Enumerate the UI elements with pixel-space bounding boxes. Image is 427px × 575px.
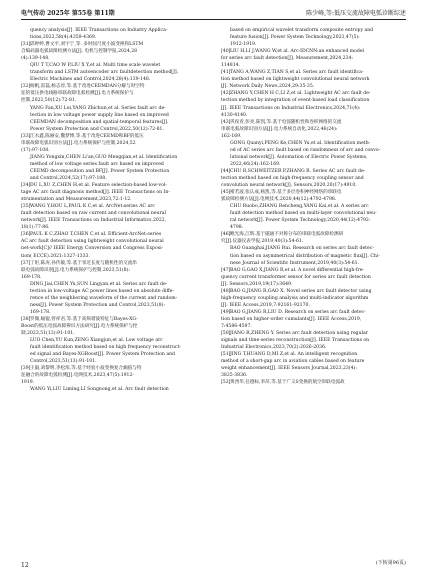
- reference-number: [32]: [21, 84, 31, 90]
- reference-line: tion( ECCE).2021:1327-1333.: [21, 253, 90, 259]
- reference-line: Electric Machines and Control,2024,28(4):139-148.: [30, 77, 151, 83]
- reference-line: DING Jiai,CHEN Yu,SUN Lingyan,et al. Series arc fault de-: [30, 281, 168, 287]
- running-header: [21, 8, 406, 19]
- reference-line: 4130-4140.: [221, 112, 248, 118]
- reference-line: 18(1):77-86.: [21, 225, 50, 231]
- reference-continuation: [21, 154, 207, 182]
- continued-note: (下转第96页): [375, 560, 406, 566]
- reference-number: [52]: [221, 380, 231, 386]
- reference-number: [43]: [221, 119, 231, 125]
- reference-line: quency analysis[J]. IEEE Transactions on Industry Applica-: [30, 28, 168, 33]
- reference-text: BAO G,JIANG R,GAO X. Novel series arc fault detector using: [230, 288, 372, 294]
- reference-line: tion based on higher-order cumulants[J]. IEEE Access,2019,: [221, 316, 362, 322]
- reference-continuation: [221, 140, 407, 168]
- reference-line: [21, 365, 207, 372]
- reference-number: [45]: [221, 190, 231, 196]
- reference-line: 169-178.: [30, 309, 51, 315]
- reference-entry: [21, 182, 207, 203]
- reference-line: net-work[C]// IEEE Energy Conversion and Congress Exposi-: [21, 246, 164, 252]
- reference-line: feature fusion[J]. Power System Technology,2023,47(5):: [230, 35, 360, 41]
- reference-entry: [221, 309, 407, 330]
- reference-line: ed signal and Bayes-XGBoost[J]. Power System Protection and: [30, 352, 175, 358]
- reference-line: transform and LSTM autoencoder arc faultdetection method[J].: [30, 70, 179, 76]
- reference-text: 褚若波,张认成,杨凯,等.基于多层卷积神经网络的串联电: [230, 190, 342, 196]
- reference-number: [50]: [221, 331, 231, 337]
- reference-continuation: [221, 245, 407, 266]
- reference-line: tection method by integration of event-based load classification: [221, 98, 370, 104]
- reference-line: 114814.: [221, 63, 240, 69]
- reference-line: method of a short-gap arc in aviation cables based on feature: [221, 359, 365, 365]
- reference-line: od of AC series arc fault based on randomness of arc and convo-: [230, 147, 381, 153]
- reference-entry: [221, 189, 407, 203]
- reference-line: Industrial Electronics,2023,70(2):2026-2036.: [221, 345, 327, 351]
- reference-line: [221, 288, 407, 295]
- reference-line: 自编码器电弧故障检测方法[J]. 电机与控制学报,2024,28: [21, 49, 138, 55]
- reference-entry: [21, 231, 207, 259]
- reference-entry: [21, 316, 207, 337]
- reference-text: CHU R,SCHWEITZER P,ZHANG R. Series AC arc fault de-: [230, 168, 366, 174]
- reference-line: CEEMD decomposition and BF[J]. Power System Protection: [30, 168, 170, 174]
- reference-text: BAO G,JIANG R,LIU D. Research on series arc fault detec-: [230, 309, 366, 315]
- reference-number: [46]: [221, 232, 231, 238]
- reference-entry: [21, 365, 207, 386]
- reference-line: [221, 267, 407, 274]
- reference-line: 7:4586-4597.: [221, 323, 252, 329]
- reference-entry: [21, 133, 207, 154]
- reference-line: (17):97-108.: [21, 147, 50, 153]
- reference-entry: [221, 351, 407, 379]
- reference-line: tion method based on lightweight convolutional neural network: [221, 77, 370, 83]
- reference-text: 鲍光海,江辉.基于磁通不对称分布的串联电弧故障检测研: [230, 232, 344, 238]
- reference-line: tions,2022,58(4):4359-4369.: [30, 35, 97, 41]
- reference-line: YANG Fan,XU Lei,YANG Zhichun,et al. Series fault arc de-: [30, 105, 166, 111]
- reference-continuation: [21, 105, 207, 133]
- reference-number: [48]: [221, 288, 231, 294]
- reference-line: convolution neural network[J]. Sensors,2020,20(17):4910.: [221, 183, 357, 189]
- reference-text: LIU H,LI J,WANG W,et al. Arc-IDCNN:an enhanced model: [230, 49, 365, 55]
- reference-entry: [221, 330, 407, 351]
- reference-entry: [221, 168, 407, 189]
- reference-continuation: [221, 203, 407, 231]
- reference-line: [221, 330, 407, 337]
- reference-entry: [21, 203, 207, 231]
- reference-line: [J]. Network Daily News,2024,29:35-35.: [221, 84, 315, 90]
- reference-entry: [21, 83, 207, 104]
- reference-entry: [221, 119, 407, 140]
- reference-line: 1919.: [21, 380, 35, 386]
- reference-entry: [221, 48, 407, 69]
- reference-text: 王毅,刘黎明,李松浓,等.基于经验小波变换复合熵值与特: [30, 366, 142, 372]
- reference-number: [44]: [221, 168, 231, 174]
- reference-line: [J]. IEEE Access,2019,7:92161-92170.: [221, 302, 310, 308]
- reference-continuation: [221, 27, 407, 48]
- reference-line: fault detection based on raw current and convolutional neural: [21, 211, 166, 217]
- reference-entry: [221, 379, 407, 386]
- reference-continuation: [21, 337, 207, 365]
- reference-line: 162-169.: [221, 133, 242, 139]
- reference-line: nese Journal of Scientific Instrument,2019,40(3):54-61.: [230, 260, 360, 266]
- reference-text: ZHANG Y,CHEN H C,LI Z,et al. Lightweight AC arc fault de-: [230, 91, 371, 97]
- reference-number: [47]: [221, 267, 231, 273]
- reference-line: ral network[J]. Power System Technology,2020,44(12):4792-: [230, 218, 371, 224]
- reference-line: fault detection method based on multi-layer convolutional neu-: [230, 211, 377, 217]
- reference-line: high-frequency coupling analysis and multi-indicator algorithm: [221, 295, 369, 301]
- reference-text: TANG A,WANG Z,TIAN S,et al. Series arc fault identifica-: [230, 70, 364, 76]
- page-number: 12: [21, 562, 29, 569]
- reference-line: [21, 182, 207, 189]
- reference-number: [31]: [21, 42, 31, 48]
- reference-continuation: [21, 27, 207, 41]
- reference-line: Boost的低压电弧故障辨识方法研究[J].电力系统保护与控: [21, 323, 138, 329]
- reference-line: [21, 133, 207, 140]
- reference-line: [21, 231, 207, 238]
- reference-text: PAUL K C,ZHAO T,CHEN C,et al. Efficient-ArcNet:series: [30, 232, 162, 238]
- reference-number: [40]: [221, 49, 231, 55]
- reference-continuation: [21, 281, 207, 316]
- reference-line: signals and time-series reconstruction[J]. IEEE Transactions on: [221, 338, 370, 344]
- reference-entry: [221, 231, 407, 245]
- reference-line: fault identification method based on high frequency reconstruct-: [30, 345, 181, 351]
- reference-line: tion based on asymmetrical distribution of magnetic flux[J]. Chi-: [230, 253, 380, 259]
- reference-line: Power System Protection and Control,2022,50(12):72-81.: [30, 126, 164, 132]
- reference-entry: [221, 69, 407, 90]
- reference-line: network[J]. IEEE Transactions on Industrial Informatics,2022,: [21, 218, 167, 224]
- reference-line: [J]. IEEE Transactions on Industrial Electronics,2024,71(4):: [221, 105, 361, 111]
- reference-line: and Control,2024,52(17):97-108.: [30, 175, 107, 181]
- reference-line: 4798.: [230, 225, 244, 231]
- reference-number: [35]: [21, 204, 31, 210]
- reference-text: 邱婷婷,曹文平,刘宇宁,等. 多时间尺度小波变换和LSTM: [30, 42, 144, 48]
- reference-number: [34]: [21, 183, 31, 189]
- reference-line: [221, 379, 407, 386]
- reference-line: 弧故障检测方法[J].电网技术,2020,44(12):4792-4798.: [221, 197, 337, 203]
- reference-continuation: [21, 386, 207, 393]
- reference-text: 杨帆,雷磊,杨志淳,等.基于改进CEEMDAN分解与时空特: [30, 84, 145, 90]
- reference-line: (4):139-148.: [21, 56, 50, 62]
- reference-text: 丁炬,陈涛,孙传敏,等.基于邻近长度与随机性的交流串: [30, 260, 137, 266]
- references-right-column: [221, 27, 407, 386]
- reference-number: [38]: [21, 316, 31, 322]
- reference-line: for series arc fault detection[J]. Measurement,2024,234:: [221, 56, 353, 62]
- reference-text: WANG Y,HOU L,PAUL K C,et al. ArcNet:series AC arc: [30, 204, 155, 210]
- reference-number: [39]: [21, 366, 31, 372]
- reference-line: [21, 203, 207, 210]
- reference-line: weight enhancement[J]. IEEE Sensors Journal,2023,23(4):: [221, 366, 357, 372]
- reference-line: 3825-3836.: [221, 373, 248, 379]
- reference-line: strumentation and Measurement,2023,72:1-12.: [21, 197, 132, 203]
- header-rule: [21, 19, 406, 20]
- reference-line: 2022,46(24):162-169.: [230, 161, 281, 167]
- reference-line: ness[J]. Power System Protection and Control,2023,51(8):: [30, 302, 166, 308]
- reference-line: [221, 119, 407, 126]
- reference-number: [36]: [21, 232, 31, 238]
- reference-line: [221, 168, 407, 175]
- reference-line: [221, 309, 407, 316]
- reference-entry: [221, 90, 407, 118]
- journal-header: 电气传动 2025年 第55卷 第11期: [21, 10, 115, 17]
- reference-text: JIANG R,ZHENG Y. Series arc fault detection using regular: [230, 331, 368, 337]
- reference-line: tection method based on high-frequency coupling sensor and: [221, 175, 364, 181]
- reference-entry: [221, 288, 407, 309]
- reference-text: JING T,HUANG D,MI Z,et al. An intelligent recognition: [230, 352, 358, 358]
- reference-line: [221, 90, 407, 97]
- reference-line: [21, 41, 207, 48]
- reference-line: 制,2023,51(13):91-101.: [21, 331, 75, 337]
- reference-entry: [221, 267, 407, 288]
- reference-line: based on empirical wavelet transform composite entropy and: [230, 28, 374, 33]
- reference-line: tage AC arc fault diagnosis method[J]. IEEE Transactions on In-: [21, 190, 170, 196]
- reference-line: AC arc fault detection using lightweight convolutional neural: [21, 239, 164, 245]
- reference-text: 罗微,喻锟,曾祥君,等.基于高频谐波特征与Bayes-XG-: [30, 316, 138, 322]
- reference-continuation: [21, 62, 207, 83]
- reference-line: [221, 69, 407, 76]
- article-header: 陈少峰,等:低压交流故障电弧诊断综述: [306, 10, 406, 17]
- reference-line: method of low voltage series fault arc based on improved: [30, 161, 164, 167]
- reference-number: [42]: [221, 91, 231, 97]
- reference-line: BAO Guanghai,JIANG Rui. Research on series arc fault detec-: [230, 246, 374, 252]
- reference-line: LUO Chen,YU Kun,ZENG Xiangjun,et al. Low voltage arc: [30, 338, 163, 344]
- reference-line: [221, 231, 407, 238]
- reference-line: 征融合的故障电弧检测[J].电网技术,2023,47(5):1912-: [21, 373, 134, 379]
- reference-line: 串联故障电弧识别方法[J].电力系统保护与控制,2024,52: [21, 140, 136, 146]
- reference-entry: [21, 260, 207, 281]
- reference-line: [21, 316, 207, 323]
- reference-line: [J]. Sensors,2019,19(17):3649.: [221, 281, 293, 287]
- reference-number: [33]: [21, 133, 31, 139]
- reference-line: tection in low-voltage AC power lines based on absolute diffe-: [30, 288, 175, 294]
- reference-line: JIANG Yongxin,CHEN Li'an,GUO Mengqian,et al. Identification: [30, 154, 178, 160]
- reference-line: 控制,2022,50(12):72-81.: [21, 98, 77, 104]
- reference-number: [41]: [221, 70, 231, 76]
- reference-line: 究[J].仪器仪表学报,2019,40(3):54-61.: [221, 239, 304, 245]
- reference-line: 联电弧故障识别[J].电力系统保护与控制,2023,51(8):: [21, 267, 130, 273]
- reference-line: [21, 260, 207, 267]
- references-left-column: [21, 27, 207, 393]
- reference-line: rence of the neighboring waveform of the current and random-: [30, 295, 178, 301]
- reference-number: [51]: [221, 352, 231, 358]
- reference-line: QIU T T,CAO W P,LIU X Y,et al. Multi time scale wavelet: [30, 63, 161, 69]
- reference-line: 169-178.: [21, 274, 42, 280]
- reference-text: 江水鑫,陈丽安,魏梦博,等.基于改进CEEMD和BF的低压: [30, 133, 144, 139]
- reference-line: tection in low voltage power supply line based on improved: [30, 112, 169, 118]
- reference-line: CHU Ruobo,ZHANG Rencheng,YANG Kai,et al. A series arc: [230, 204, 369, 210]
- reference-line: CEEMDAN decomposition and spatial-temporal features[J].: [30, 119, 169, 125]
- reference-line: 征的低压供电线路串联故障电弧检测[J].电力系统保护与: [21, 91, 134, 97]
- reference-line: Control,2023,51(13):91-101.: [30, 359, 97, 365]
- reference-line: lutional network[J]. Automation of Electric Power Systems,: [230, 154, 368, 160]
- reference-number: [37]: [21, 260, 31, 266]
- reference-text: 黄西华,任德标,李萍,等.基于广义S变换的航空串联电弧故: [230, 380, 345, 386]
- reference-line: WANG Yi,LIU Liming,LI Songnong,et al. Arc fault detection: [30, 387, 169, 393]
- reference-line: [221, 48, 407, 55]
- reference-line: 1912-1919.: [230, 42, 257, 48]
- reference-line: GONG Quanyi,PENG Ke,CHEN Yu,et al. Identification meth-: [230, 140, 371, 146]
- reference-line: quency current transformer sensor for series arc fault detection: [221, 274, 371, 280]
- reference-line: [221, 351, 407, 358]
- reference-line: [221, 189, 407, 196]
- reference-line: [21, 83, 207, 90]
- reference-text: DU L,XU Z,CHEN H,et al. Feature selection-based low-vol-: [30, 183, 167, 189]
- reference-number: [49]: [221, 309, 231, 315]
- reference-line: 串联电弧故障识别方法[J].电力系统自动化,2022,46(24):: [221, 126, 338, 132]
- reference-entry: [21, 41, 207, 62]
- reference-text: BAO G,GAO X,JIANG R,et al. A novel differential high-fre-: [230, 267, 365, 273]
- reference-text: 巩夜青,彭亮,陈凯,等.基于电弧随机性和卷积网络的交流: [230, 119, 342, 125]
